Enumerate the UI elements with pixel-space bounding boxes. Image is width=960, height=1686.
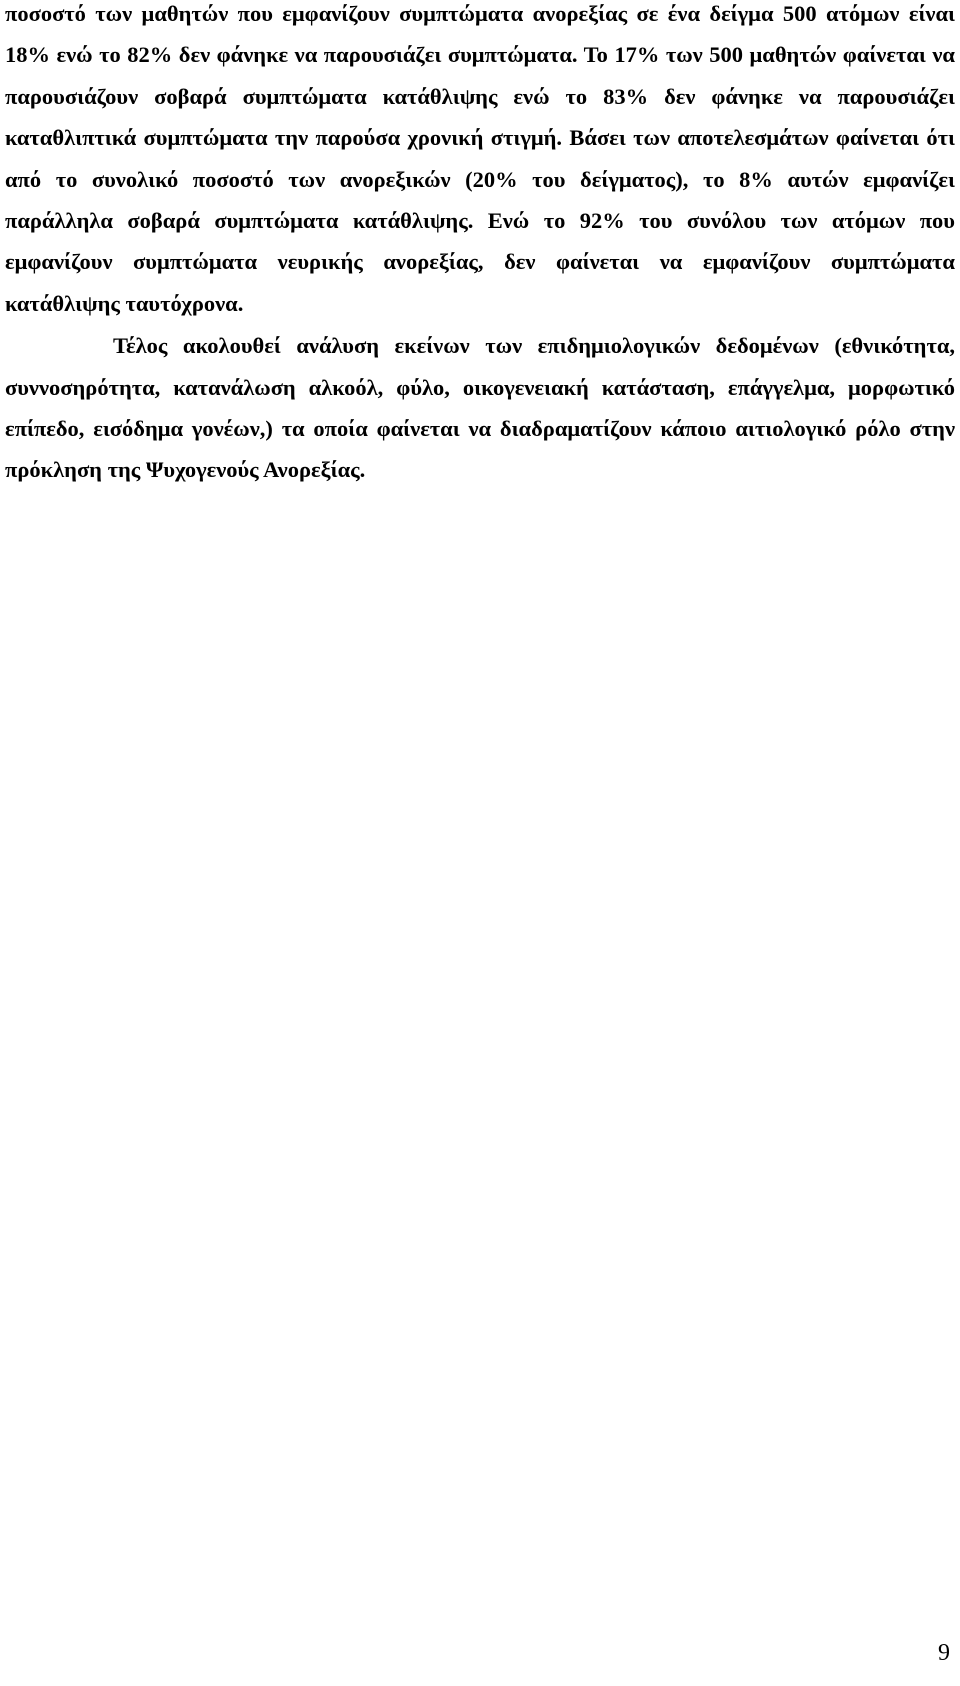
document-body [5,0,955,491]
paragraph-results: ποσοστό των μαθητών που εμφανίζουν συμπτώματα ανορεξίας σε ένα δείγμα 500 ατόμων είναι 18% ενώ το 82% δεν φάνηκε να παρουσιάζει συμπτώματα. Το 17% των 500 μαθητών φαίνεται να παρουσιάζουν σοβαρά συμπτώματα κατάθλιψης ενώ το 83% δεν φάνηκε να παρουσιάζει καταθλιπτικά συμπτώματα την παρούσα χρονική στιγμή. Βάσει των αποτελεσμάτων φαίνεται ότι από το συνολικό ποσοστό των ανορεξικών (20% του δείγματος), το 8% αυτών εμφανίζει παράλληλα σοβαρά συμπτώματα κατάθλιψης. Ενώ το 92% του συνόλου των ατόμων που εμφανίζουν συμπτώματα νευρικής ανορεξίας, δεν φαίνεται να εμφανίζουν συμπτώματα κατάθλιψης ταυτόχρονα. [5,1,955,316]
paragraph-epidemiology: Τέλος ακολουθεί ανάλυση εκείνων των επιδημιολογικών δεδομένων (εθνικότητα, συννοσηρότητα, κατανάλωση αλκοόλ, φύλο, οικογενειακή κατάσταση, επάγγελμα, μορφωτικό επίπεδο, εισόδημα γονέων,) τα οποία φαίνεται να διαδραματίζουν κάποιο αιτιολογικό ρόλο στην πρόκληση της Ψυχογενούς Ανορεξίας. [5,333,955,483]
page-number: 9 [938,1640,950,1666]
